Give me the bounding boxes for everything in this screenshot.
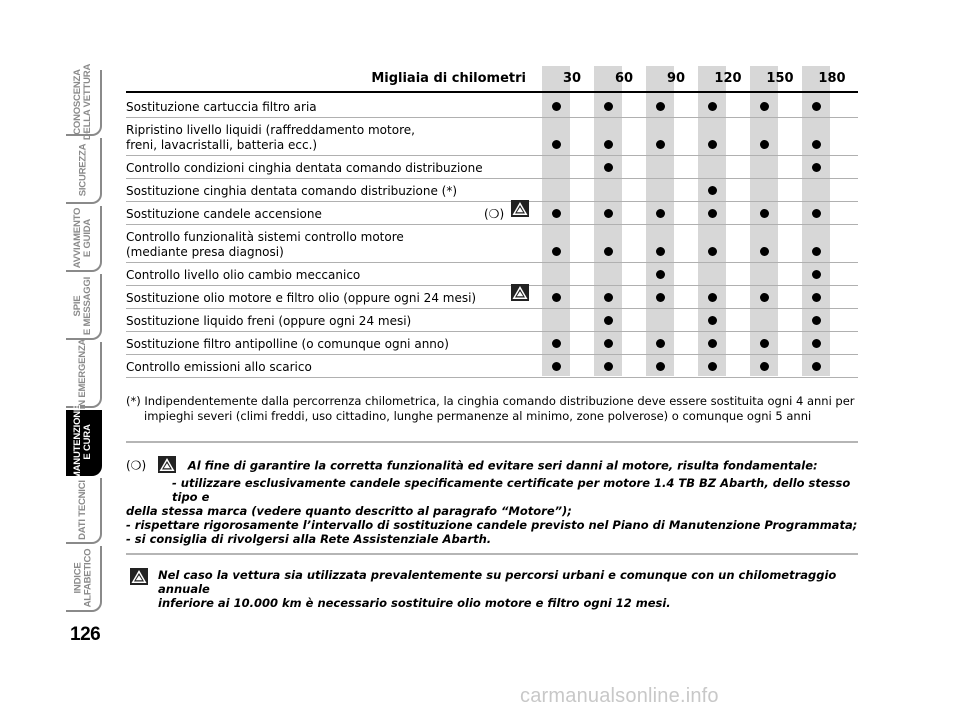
- maintenance-dot: [604, 247, 613, 256]
- tab-dati-tecnici[interactable]: [66, 478, 102, 544]
- row-note: (❍): [484, 207, 505, 221]
- watermark: carmanualsonline.info: [520, 685, 719, 707]
- warning-text: - utilizzare esclusivamente candele specificamente certificate per motore 1.4 TB BZ Abarth, dello stesso tipo e: [172, 476, 851, 504]
- km-column-header: 90: [666, 71, 686, 86]
- km-column-header: 30: [562, 71, 582, 86]
- warning-triangle-icon: [511, 284, 529, 305]
- maintenance-dot: [656, 102, 665, 111]
- row-label: Controllo funzionalità sistemi controllo motore (mediante presa diagnosi): [126, 230, 404, 259]
- tab-conoscenza[interactable]: [66, 63, 102, 141]
- maintenance-dot: [812, 209, 821, 218]
- table-row: [126, 262, 858, 286]
- table-row: [126, 308, 858, 332]
- maintenance-dot: [552, 102, 561, 111]
- maintenance-dot: [812, 270, 821, 279]
- tab-label: SPIE E MESSAGGI: [72, 276, 93, 336]
- tab-label: CONOSCENZA DELLA VETTURA: [72, 63, 93, 141]
- row-label: Controllo emissioni allo scarico: [126, 360, 312, 374]
- maintenance-dot: [708, 339, 717, 348]
- maintenance-dot: [656, 247, 665, 256]
- maintenance-dot: [604, 163, 613, 172]
- circle-marker: (❍): [126, 458, 147, 473]
- page-number: 126: [70, 624, 101, 645]
- row-label: Controllo condizioni cinghia dentata comando distribuzione: [126, 161, 483, 175]
- maintenance-dot: [552, 293, 561, 302]
- maintenance-dot: [812, 293, 821, 302]
- maintenance-dot: [760, 102, 769, 111]
- table-row: [126, 285, 858, 309]
- maintenance-dot: [760, 362, 769, 371]
- maintenance-dot: [812, 339, 821, 348]
- table-row: [126, 155, 858, 179]
- tab-emergenza[interactable]: [66, 338, 102, 410]
- tab-sicurezza[interactable]: [66, 138, 102, 204]
- maintenance-dot: [656, 362, 665, 371]
- maintenance-dot: [812, 247, 821, 256]
- maintenance-dot: [604, 293, 613, 302]
- maintenance-dot: [760, 247, 769, 256]
- row-label: Sostituzione cinghia dentata comando distribuzione (*): [126, 184, 458, 198]
- maintenance-dot: [708, 140, 717, 149]
- maintenance-dot: [708, 102, 717, 111]
- maintenance-dot: [812, 102, 821, 111]
- tab-label: IN EMERGENZA: [77, 338, 88, 410]
- maintenance-dot: [760, 209, 769, 218]
- warning-triangle-icon: [511, 200, 529, 221]
- row-label: Ripristino livello liquidi (raffreddamento motore, freni, lavacristalli, batteria ecc.): [126, 123, 415, 152]
- km-column-header: 60: [614, 71, 634, 86]
- tab-label: SICUREZZA: [77, 143, 88, 197]
- warning-text: inferiore ai 10.000 km è necessario sostituire olio motore e filtro ogni 12 mesi.: [158, 596, 671, 610]
- row-label: Sostituzione liquido freni (oppure ogni 24 mesi): [126, 314, 412, 328]
- row-label: Sostituzione candele accensione: [126, 207, 322, 221]
- maintenance-dot: [708, 209, 717, 218]
- maintenance-dot: [812, 316, 821, 325]
- maintenance-dot: [604, 209, 613, 218]
- maintenance-dot: [656, 270, 665, 279]
- table-row: [126, 117, 858, 156]
- maintenance-dot: [604, 362, 613, 371]
- table-row: [126, 331, 858, 355]
- maintenance-dot: [604, 316, 613, 325]
- warning-text: Al fine di garantire la corretta funzionalità ed evitare seri danni al motore, risulta fondamentale:: [187, 458, 818, 473]
- row-label: Controllo livello olio cambio meccanico: [126, 268, 361, 282]
- maintenance-dot: [552, 339, 561, 348]
- table-row: [126, 201, 858, 225]
- maintenance-dot: [708, 186, 717, 195]
- row-label: Sostituzione filtro antipolline (o comunque ogni anno): [126, 337, 449, 351]
- maintenance-dot: [760, 293, 769, 302]
- warning-line: [126, 459, 150, 473]
- maintenance-dot: [708, 247, 717, 256]
- maintenance-dot: [604, 140, 613, 149]
- warning-spark-plugs: [126, 456, 858, 546]
- maintenance-dot: [812, 362, 821, 371]
- maintenance-dot: [760, 140, 769, 149]
- maintenance-dot: [656, 209, 665, 218]
- warning-text: - rispettare rigorosamente l’intervallo di sostituzione candele previsto nel Piano di Manutenzione Programmata;: [126, 518, 858, 532]
- tab-label: AVVIAMENTO E GUIDA: [72, 207, 93, 269]
- warning-oil-change: [126, 568, 858, 610]
- warning-text: della stessa marca (vedere quanto descritto al paragrafo “Motore”);: [126, 504, 572, 518]
- table-row: [126, 354, 858, 378]
- warning-triangle-icon: [130, 568, 148, 588]
- tab-indice[interactable]: [66, 546, 102, 612]
- maintenance-dot: [552, 209, 561, 218]
- maintenance-dot: [656, 293, 665, 302]
- maintenance-dot: [812, 140, 821, 149]
- tab-label: INDICE ALFABETICO: [72, 548, 94, 608]
- tab-spie[interactable]: [66, 274, 102, 340]
- tab-avviamento[interactable]: [66, 206, 102, 272]
- maintenance-dot: [708, 362, 717, 371]
- row-label: Sostituzione olio motore e filtro olio (oppure ogni 24 mesi): [126, 291, 477, 305]
- warning-text: Nel caso la vettura sia utilizzata prevalentemente su percorsi urbani e comunque con un chilometraggio annuale: [158, 568, 837, 596]
- table-row: [126, 224, 858, 263]
- maintenance-dot: [708, 293, 717, 302]
- separator: [126, 441, 858, 443]
- maintenance-dot: [656, 339, 665, 348]
- table-row: [126, 178, 858, 202]
- tab-label: MANUTENZIONE E CURA: [72, 404, 93, 480]
- maintenance-dot: [760, 339, 769, 348]
- header-rule: [126, 91, 858, 93]
- maintenance-dot: [656, 140, 665, 149]
- table-header-title: Migliaia di chilometri: [371, 71, 526, 86]
- maintenance-dot: [812, 163, 821, 172]
- maintenance-dot: [604, 102, 613, 111]
- tab-label: DATI TECNICI: [77, 480, 89, 540]
- maintenance-dot: [604, 339, 613, 348]
- warning-triangle-icon: [158, 456, 176, 476]
- maintenance-dot: [552, 140, 561, 149]
- km-column-header: 120: [714, 71, 742, 86]
- warning-text: - si consiglia di rivolgersi alla Rete Assistenziale Abarth.: [126, 532, 492, 546]
- km-column-header: 180: [818, 71, 846, 86]
- km-column-header: 150: [766, 71, 794, 86]
- maintenance-dot: [552, 247, 561, 256]
- maintenance-dot: [552, 362, 561, 371]
- maintenance-dot: [708, 316, 717, 325]
- separator: [126, 553, 858, 555]
- footnote: (*) Indipendentemente dalla percorrenza chilometrica, la cinghia comando distribuzione deve essere sostituita ogni 4 anni per impieghi severi (climi freddi, uso cittadino, lunghe permanenze al minimo, zone polverose) o comunque ogni 5 anni: [126, 394, 855, 423]
- row-label: Sostituzione cartuccia filtro aria: [126, 100, 317, 114]
- tab-manutenzione[interactable]: [66, 404, 102, 480]
- table-row: [126, 94, 858, 118]
